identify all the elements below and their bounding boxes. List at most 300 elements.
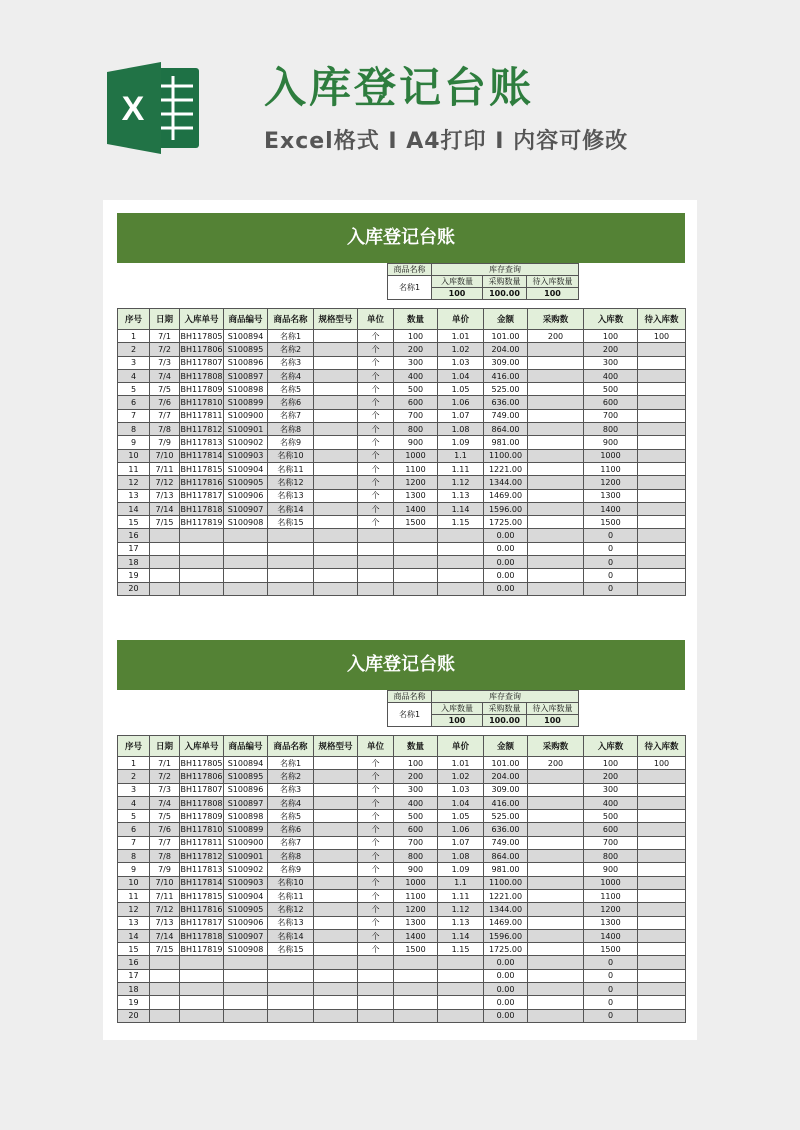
table-cell: 0 (584, 569, 638, 582)
table-cell (358, 1009, 394, 1022)
table-cell: 200 (394, 770, 438, 783)
table-cell: 1200 (394, 476, 438, 489)
table-cell: 1725.00 (484, 516, 528, 529)
table-cell: 900 (394, 863, 438, 876)
table-cell: BH117814 (180, 876, 224, 889)
table-cell: S100908 (224, 943, 268, 956)
table-cell (224, 582, 268, 595)
table-cell: 8 (118, 850, 150, 863)
table-cell (528, 449, 584, 462)
table-cell (528, 810, 584, 823)
table-cell: 0 (584, 983, 638, 996)
table-cell: 个 (358, 757, 394, 770)
table-cell (314, 876, 358, 889)
table-cell (314, 783, 358, 796)
table-cell (528, 436, 584, 449)
table-cell (314, 502, 358, 515)
ledger-header-row (118, 736, 686, 757)
table-cell (638, 476, 686, 489)
table-cell: 1344.00 (484, 476, 528, 489)
table-cell (314, 956, 358, 969)
table-cell: BH117817 (180, 916, 224, 929)
stock-value: 100.00 (483, 715, 527, 727)
table-cell: 1.15 (438, 943, 484, 956)
table-cell: BH117808 (180, 796, 224, 809)
table-cell: 0.00 (484, 1009, 528, 1022)
table-cell (394, 1009, 438, 1022)
table-cell: 1.08 (438, 850, 484, 863)
table-cell: BH117819 (180, 943, 224, 956)
ledger-table (117, 735, 686, 1023)
table-cell: 7/8 (150, 423, 180, 436)
table-cell (314, 929, 358, 942)
table-cell: S100895 (224, 343, 268, 356)
table-cell: 864.00 (484, 423, 528, 436)
table-cell (638, 796, 686, 809)
table-cell (528, 409, 584, 422)
column-header: 序号 (118, 309, 150, 330)
table-cell (528, 369, 584, 382)
table-cell (150, 582, 180, 595)
column-header: 入库单号 (180, 309, 224, 330)
column-header: 入库数 (584, 736, 638, 757)
table-cell: 7/14 (150, 502, 180, 515)
table-row (118, 409, 686, 422)
hero-subtitle: Excel格式 I A4打印 I 内容可修改 (264, 129, 629, 154)
table-cell: 981.00 (484, 436, 528, 449)
table-cell: 800 (394, 850, 438, 863)
table-cell: 7/2 (150, 343, 180, 356)
stock-product-value: 名称1 (388, 276, 432, 300)
table-cell: 1300 (394, 916, 438, 929)
table-cell (528, 476, 584, 489)
table-row (118, 476, 686, 489)
stock-product-label: 商品名称 (388, 264, 432, 276)
table-cell (314, 863, 358, 876)
table-cell (638, 823, 686, 836)
table-cell (638, 956, 686, 969)
table-cell: 7/13 (150, 916, 180, 929)
table-row (118, 983, 686, 996)
table-cell: 名称13 (268, 916, 314, 929)
table-cell: S100899 (224, 396, 268, 409)
table-cell: 7 (118, 409, 150, 422)
table-cell (528, 983, 584, 996)
table-cell (150, 996, 180, 1009)
column-header: 单价 (438, 736, 484, 757)
table-cell: 416.00 (484, 369, 528, 382)
table-cell: 500 (584, 810, 638, 823)
table-cell (268, 956, 314, 969)
table-cell: 名称8 (268, 850, 314, 863)
table-cell: 个 (358, 409, 394, 422)
table-cell (638, 542, 686, 555)
table-cell: BH117811 (180, 409, 224, 422)
table-cell (528, 569, 584, 582)
table-cell: BH117807 (180, 783, 224, 796)
stock-value: 100 (432, 715, 483, 727)
table-row (118, 436, 686, 449)
table-cell: 800 (394, 423, 438, 436)
table-cell: S100906 (224, 489, 268, 502)
table-cell: 0 (584, 529, 638, 542)
table-cell (528, 996, 584, 1009)
table-cell: S100898 (224, 383, 268, 396)
table-row (118, 502, 686, 515)
table-cell (528, 542, 584, 555)
table-cell: 个 (358, 850, 394, 863)
table-cell (638, 556, 686, 569)
table-cell: 1725.00 (484, 943, 528, 956)
table-cell: 个 (358, 876, 394, 889)
table-row (118, 529, 686, 542)
sheet-paper (103, 200, 697, 1040)
hero-title: 入库登记台账 (264, 63, 535, 112)
table-cell: 800 (584, 423, 638, 436)
table-cell (638, 810, 686, 823)
table-cell (314, 969, 358, 982)
table-cell (638, 850, 686, 863)
table-cell (180, 1009, 224, 1022)
table-cell: 1.12 (438, 903, 484, 916)
table-cell (180, 529, 224, 542)
table-cell (314, 542, 358, 555)
table-cell: 个 (358, 783, 394, 796)
table-cell: S100895 (224, 770, 268, 783)
table-cell: BH117814 (180, 449, 224, 462)
table-cell: 1.03 (438, 783, 484, 796)
table-cell: 1.02 (438, 770, 484, 783)
column-header: 商品编号 (224, 309, 268, 330)
table-cell: 1400 (584, 502, 638, 515)
table-cell (528, 423, 584, 436)
table-cell: 8 (118, 423, 150, 436)
table-cell: 749.00 (484, 409, 528, 422)
table-cell: 个 (358, 889, 394, 902)
table-cell: 名称3 (268, 356, 314, 369)
table-cell (394, 582, 438, 595)
column-header: 单价 (438, 309, 484, 330)
table-cell: 200 (528, 330, 584, 343)
table-cell: 个 (358, 770, 394, 783)
table-cell: 名称10 (268, 876, 314, 889)
table-cell: 100 (394, 330, 438, 343)
table-cell (638, 369, 686, 382)
table-cell: 16 (118, 956, 150, 969)
table-cell (394, 969, 438, 982)
table-cell (438, 582, 484, 595)
table-cell (528, 796, 584, 809)
table-cell: 名称4 (268, 796, 314, 809)
table-cell (528, 903, 584, 916)
table-row (118, 449, 686, 462)
table-cell: 1.07 (438, 409, 484, 422)
table-cell: 名称14 (268, 929, 314, 942)
table-cell: 1.04 (438, 369, 484, 382)
table-cell: 17 (118, 969, 150, 982)
table-cell: 900 (584, 863, 638, 876)
ledger-header-row (118, 309, 686, 330)
table-cell: 7/2 (150, 770, 180, 783)
table-row (118, 330, 686, 343)
table-cell: 0.00 (484, 969, 528, 982)
table-cell: 6 (118, 396, 150, 409)
table-cell (528, 943, 584, 956)
table-row (118, 569, 686, 582)
table-cell (528, 502, 584, 515)
table-cell (314, 343, 358, 356)
table-cell: 个 (358, 369, 394, 382)
table-cell: 600 (394, 823, 438, 836)
table-row (118, 916, 686, 929)
table-cell (314, 582, 358, 595)
table-cell: 1.07 (438, 836, 484, 849)
table-cell: 100 (394, 757, 438, 770)
table-cell (150, 569, 180, 582)
table-cell: 个 (358, 836, 394, 849)
table-cell (528, 1009, 584, 1022)
table-cell (314, 369, 358, 382)
table-cell: 2 (118, 770, 150, 783)
table-cell (528, 356, 584, 369)
table-cell (528, 770, 584, 783)
column-header: 规格型号 (314, 736, 358, 757)
table-cell: 1.03 (438, 356, 484, 369)
table-cell (314, 983, 358, 996)
table-cell: 7/1 (150, 330, 180, 343)
table-cell (314, 356, 358, 369)
table-cell (528, 823, 584, 836)
column-header: 待入库数 (638, 309, 686, 330)
table-cell: 7/12 (150, 903, 180, 916)
table-cell (528, 462, 584, 475)
table-cell: BH117813 (180, 863, 224, 876)
table-cell: 1 (118, 757, 150, 770)
table-cell: 个 (358, 489, 394, 502)
table-cell (314, 423, 358, 436)
table-cell: 300 (584, 783, 638, 796)
table-cell: 400 (394, 369, 438, 382)
table-cell (528, 863, 584, 876)
table-cell: 名称12 (268, 476, 314, 489)
table-cell: 7/10 (150, 876, 180, 889)
table-cell: 7/10 (150, 449, 180, 462)
stock-product-value: 名称1 (388, 703, 432, 727)
table-cell (314, 823, 358, 836)
column-header: 数量 (394, 309, 438, 330)
table-cell (150, 956, 180, 969)
stock-col-label: 入库数量 (432, 703, 483, 715)
table-cell (224, 569, 268, 582)
table-cell (314, 836, 358, 849)
table-cell: 7/14 (150, 929, 180, 942)
table-cell: 个 (358, 810, 394, 823)
table-cell (638, 489, 686, 502)
table-cell (638, 969, 686, 982)
table-cell (638, 836, 686, 849)
table-cell: 1.08 (438, 423, 484, 436)
table-cell: 1 (118, 330, 150, 343)
table-cell (224, 996, 268, 1009)
table-cell: 0 (584, 1009, 638, 1022)
table-cell (314, 770, 358, 783)
table-cell (150, 529, 180, 542)
table-row (118, 943, 686, 956)
table-cell (314, 489, 358, 502)
table-cell: 200 (394, 343, 438, 356)
stock-value: 100.00 (483, 288, 527, 300)
table-cell: 个 (358, 916, 394, 929)
table-cell: 7/11 (150, 889, 180, 902)
table-cell: 0.00 (484, 996, 528, 1009)
table-row (118, 836, 686, 849)
table-cell: 7/5 (150, 383, 180, 396)
table-cell: 500 (394, 383, 438, 396)
table-cell: 1.04 (438, 796, 484, 809)
table-cell: 1.14 (438, 929, 484, 942)
table-row (118, 969, 686, 982)
table-row (118, 996, 686, 1009)
table-cell (268, 1009, 314, 1022)
table-row (118, 383, 686, 396)
table-cell: 1200 (394, 903, 438, 916)
table-cell: 0 (584, 542, 638, 555)
table-cell: 5 (118, 383, 150, 396)
table-cell: 1000 (394, 876, 438, 889)
table-cell (358, 969, 394, 982)
table-cell: 6 (118, 823, 150, 836)
table-row (118, 369, 686, 382)
table-cell: 11 (118, 889, 150, 902)
table-cell: S100896 (224, 356, 268, 369)
table-row (118, 929, 686, 942)
table-cell: 名称15 (268, 516, 314, 529)
table-cell: 15 (118, 943, 150, 956)
table-cell: BH117818 (180, 929, 224, 942)
table-cell (528, 383, 584, 396)
column-header: 数量 (394, 736, 438, 757)
table-cell: 600 (584, 823, 638, 836)
table-cell (314, 889, 358, 902)
table-cell: 500 (584, 383, 638, 396)
table-cell: 个 (358, 436, 394, 449)
table-cell: 个 (358, 449, 394, 462)
table-cell: 7/6 (150, 823, 180, 836)
table-cell: 300 (394, 356, 438, 369)
table-cell (268, 969, 314, 982)
table-cell: 1500 (394, 943, 438, 956)
table-cell (314, 449, 358, 462)
column-header: 采购数 (528, 736, 584, 757)
table-row (118, 1009, 686, 1022)
column-header: 待入库数 (638, 736, 686, 757)
table-cell: 4 (118, 369, 150, 382)
table-cell (150, 556, 180, 569)
table-cell (268, 582, 314, 595)
table-cell (438, 996, 484, 1009)
table-cell: S100906 (224, 916, 268, 929)
table-cell: 个 (358, 330, 394, 343)
table-cell: 800 (584, 850, 638, 863)
table-cell (180, 996, 224, 1009)
table-cell (268, 529, 314, 542)
table-cell: 1.05 (438, 383, 484, 396)
table-cell (638, 770, 686, 783)
stock-product-label: 商品名称 (388, 691, 432, 703)
table-cell: 400 (584, 369, 638, 382)
table-cell: 10 (118, 449, 150, 462)
table-cell: 名称5 (268, 383, 314, 396)
table-cell: 18 (118, 556, 150, 569)
table-cell: 11 (118, 462, 150, 475)
table-cell (638, 1009, 686, 1022)
table-cell (394, 569, 438, 582)
table-cell: 个 (358, 356, 394, 369)
table-cell (314, 556, 358, 569)
table-cell: BH117807 (180, 356, 224, 369)
table-cell (638, 983, 686, 996)
stock-value: 100 (432, 288, 483, 300)
table-cell: 0.00 (484, 542, 528, 555)
table-row (118, 863, 686, 876)
table-cell: 12 (118, 903, 150, 916)
table-cell: S100897 (224, 369, 268, 382)
table-cell (438, 1009, 484, 1022)
table-row (118, 796, 686, 809)
table-cell: 15 (118, 516, 150, 529)
table-cell: 名称15 (268, 943, 314, 956)
table-cell: 个 (358, 383, 394, 396)
table-cell: 7/8 (150, 850, 180, 863)
table-cell: 18 (118, 983, 150, 996)
table-cell (358, 542, 394, 555)
table-cell: S100898 (224, 810, 268, 823)
table-cell: S100900 (224, 409, 268, 422)
table-cell: 101.00 (484, 757, 528, 770)
table-cell (314, 943, 358, 956)
table-cell: 1.01 (438, 757, 484, 770)
table-cell: BH117813 (180, 436, 224, 449)
table-cell (528, 850, 584, 863)
table-cell (438, 556, 484, 569)
table-cell (268, 996, 314, 1009)
table-cell: 7/15 (150, 943, 180, 956)
table-cell: S100901 (224, 423, 268, 436)
table-cell (394, 983, 438, 996)
table-cell: 1221.00 (484, 462, 528, 475)
table-cell: 7/7 (150, 409, 180, 422)
table-cell: 0 (584, 969, 638, 982)
table-cell (638, 383, 686, 396)
table-cell: 0 (584, 996, 638, 1009)
table-cell: 200 (584, 343, 638, 356)
hero-header (0, 0, 800, 200)
table-cell: S100907 (224, 502, 268, 515)
table-cell (528, 556, 584, 569)
table-cell: 1400 (584, 929, 638, 942)
table-cell: 0.00 (484, 582, 528, 595)
table-cell: 1.11 (438, 889, 484, 902)
table-cell: 309.00 (484, 356, 528, 369)
stock-col-label: 采购数量 (483, 703, 527, 715)
table-cell (638, 462, 686, 475)
column-header: 入库单号 (180, 736, 224, 757)
table-cell: S100907 (224, 929, 268, 942)
table-cell (268, 542, 314, 555)
table-cell: 1400 (394, 502, 438, 515)
table-cell (314, 516, 358, 529)
table-cell: 1.13 (438, 916, 484, 929)
